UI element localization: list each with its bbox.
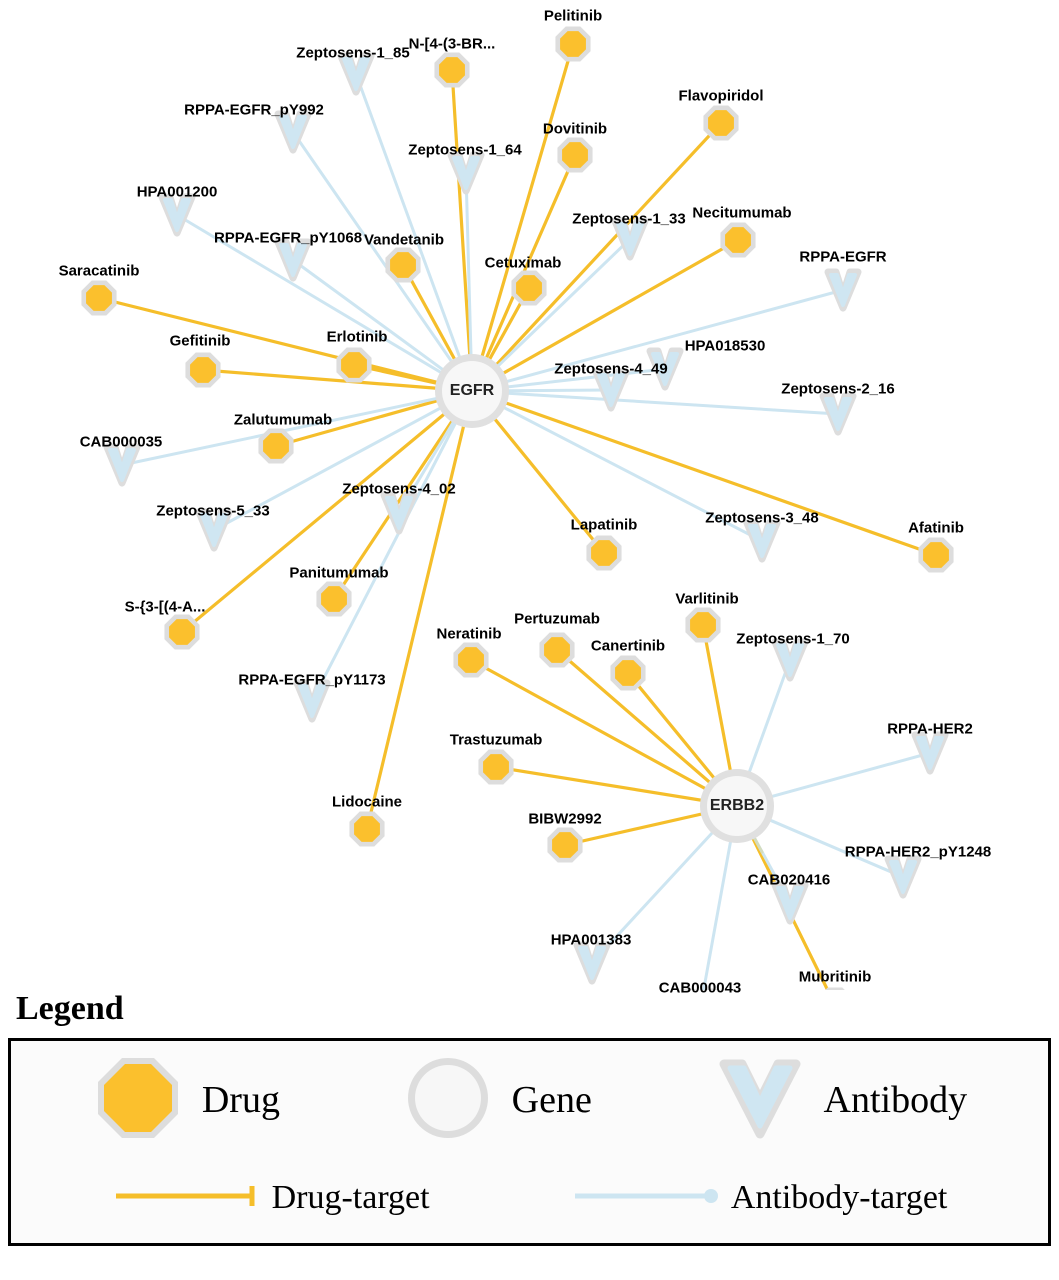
antibody-node-label: Zeptosens-1_64 [408,141,522,159]
antibody-target-edge [472,391,762,541]
drug-node-label: Saracatinib [58,262,140,280]
drug-node-label: Cetuximab [484,254,562,272]
legend-title: Legend [16,990,124,1027]
drug-node-label: Vandetanib [363,231,445,249]
antibody-target-edge [177,215,472,391]
drug-node-label: Panitumumab [289,564,389,582]
gene-node-label: EGFR [449,382,495,399]
legend-label-drug-target: Drug-target [271,1179,430,1216]
drug-node-label: Lapatinib [570,516,638,534]
drug-node[interactable] [615,660,641,686]
antibody-node-label: HPA018530 [684,337,766,355]
antibody-node-label: RPPA-HER2 [887,720,973,738]
antibody-node-label: Zeptosens-5_33 [156,502,270,520]
drug-node-label: Afatinib [908,519,964,537]
legend-item-drug [92,1052,280,1149]
drug-node-label: Flavopiridol [678,87,764,105]
drug-node-label: Pertuzumab [514,610,600,628]
drug-node-label: Zalutumumab [233,411,333,429]
legend-label-antibody: Antibody [823,1079,968,1121]
drug-node[interactable] [390,252,416,278]
legend-item-antibody [714,1052,968,1149]
antibody-node-label: Zeptosens-4_02 [342,480,456,498]
drug-node-label: Lidocaine [331,793,403,811]
gene-circle-icon [402,1052,494,1149]
drug-node-label: S-{3-[(4-A... [124,598,206,616]
antibody-node-label: Zeptosens-1_33 [572,210,686,228]
drug-node-label: Neratinib [436,625,502,643]
antibody-node-label: RPPA-HER2_pY1248 [844,843,992,861]
drug-node-label: Dovitinib [542,120,608,138]
antibody-node-label: RPPA-EGFR_pY992 [184,101,324,119]
legend-label-antibody-target: Antibody-target [730,1179,948,1216]
legend-item-drug-target [112,1179,430,1217]
drug-node[interactable] [263,433,289,459]
drug-node[interactable] [341,352,367,378]
drug-node-label: N-[4-(3-BR... [408,35,496,53]
drug-node-label: Canertinib [590,637,666,655]
antibody-node-label: Zeptosens-1_70 [736,630,850,648]
gene-node[interactable] [442,361,502,421]
antibody-target-edge [122,391,472,465]
drug-node-label: Necitumumab [692,204,792,222]
antibody-node-label: CAB020416 [747,871,831,889]
gene-node[interactable] [707,776,767,836]
antibody-node-label: RPPA-EGFR [799,248,887,266]
drug-node[interactable] [169,619,195,645]
antibody-node-label: Zeptosens-1_85 [296,44,410,62]
drug-node[interactable] [591,540,617,566]
drug-node-label: Varlitinib [675,590,739,608]
node-layer [81,26,953,990]
drug-node[interactable] [708,110,734,136]
drug-node-label: Pelitinib [543,7,603,25]
antibody-node-label: HPA001383 [550,931,632,949]
legend [8,990,1051,1246]
antibody-target-edge-icon [571,1181,721,1216]
legend-edge-row [11,1159,1048,1237]
antibody-node-label: HPA001200 [136,183,218,201]
drug-node[interactable] [458,647,484,673]
legend-item-gene [402,1052,592,1149]
antibody-node-label: CAB000043 [658,979,742,997]
drug-node[interactable] [190,357,216,383]
drug-node[interactable] [562,142,588,168]
antibody-node-label: Zeptosens-2_16 [781,380,895,398]
legend-label-gene: Gene [511,1079,592,1121]
drug-node[interactable] [321,586,347,612]
gene-node-label: ERBB2 [709,797,765,814]
drug-node-label: Erlotinib [326,328,388,346]
drug-node[interactable] [725,227,751,253]
drug-node-label: Trastuzumab [449,731,543,749]
drug-target-edge-icon [112,1181,262,1216]
drug-node[interactable] [544,637,570,663]
drug-node-label: Gefitinib [169,332,231,350]
antibody-node-label: Zeptosens-4_49 [554,360,668,378]
drug-node[interactable] [516,275,542,301]
antibody-node-label: CAB000035 [79,433,163,451]
drug-node-label: Mubritinib [798,968,872,986]
drug-node[interactable] [923,542,949,568]
drug-node[interactable] [483,754,509,780]
drug-node[interactable] [439,57,465,83]
drug-node[interactable] [560,31,586,57]
drug-target-edge [367,391,472,829]
antibody-node-label: RPPA-EGFR_pY1068 [213,229,363,247]
antibody-target-edge [214,391,472,530]
drug-octagon-icon [92,1052,184,1149]
drug-node[interactable] [86,285,112,311]
drug-target-edge [472,391,936,555]
antibody-node-label: Zeptosens-3_48 [705,509,819,527]
legend-node-row [11,1041,1048,1159]
legend-label-drug: Drug [201,1079,280,1121]
antibody-target-edge [312,391,472,701]
drug-node[interactable] [690,612,716,638]
legend-box [8,1038,1051,1246]
drug-node-label: BIBW2992 [528,810,602,828]
antibody-chevron-icon [714,1052,806,1149]
drug-node[interactable] [552,832,578,858]
drug-node[interactable] [354,816,380,842]
legend-item-antibody-target [571,1179,948,1217]
antibody-node-label: RPPA-EGFR_pY1173 [238,671,386,689]
